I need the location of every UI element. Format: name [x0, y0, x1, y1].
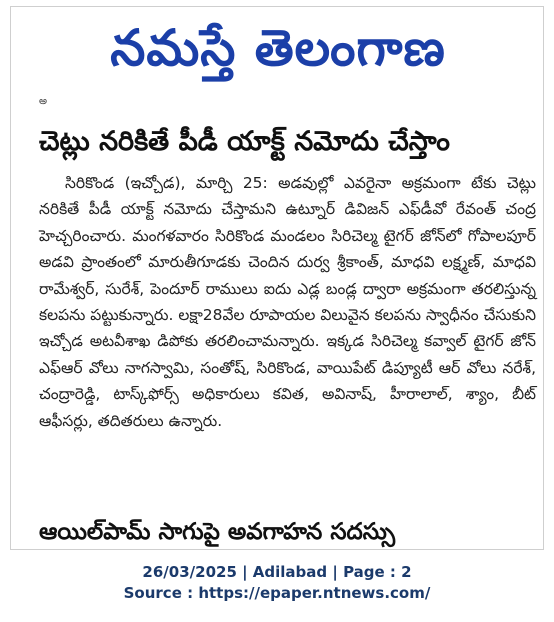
source-link[interactable]: Source : https://epaper.ntnews.com/	[123, 584, 431, 602]
cut-off-text: అ	[39, 97, 47, 107]
edition-info: 26/03/2025 | Adilabad | Page : 2	[142, 563, 412, 581]
article-paragraph: సిరికొండ (ఇచ్చోడ), మార్చి 25: అడవుల్లో ఎవరైనా అక్రమంగా టేకు చెట్లు నరికితే పీడీ యాక్ట్ నమోదు చేస్తామని ఉట్నూర్ డివిజన్ ఎఫ్‌డీవో రేవంత్ చంద్ర హెచ్చరించారు. మంగళవారం సిరికొండ మండలం సిరిచెల్మ టైగర్ జోన్‌లో గోపాలపూర్ అడవి ప్రాంతంలో మారుతీగూడకు చెందిన దుర్వ శ్రీకాంత్, మాధవి లక్ష్మణ్, మాధవి రామేశ్వర్, సురేశ్, పెందూర్ రాములు ఐదు ఎడ్ల బండ్ల ద్వారా అక్రమంగా తరలిస్తున్న కలపను పట్టుకున్నారు. లక్షా28వేల రూపాయల విలువైన కలపను స్వాధీనం చేసుకుని ఇచ్చోడ అటవీశాఖ డిపోకు తరలించామన్నారు. ఇక్కడ సిరిచెల్మ కవ్వాల్ టైగర్ జోన్ ఎఫ్ఆర్ వోలు నాగస్వామి, సంతోష్, సిరికొండ, వాయిపేట్ డిప్యూటీ ఆర్ వోలు నరేశ్, చంద్రారెడ్డి, టాస్క్‌ఫోర్స్ అధికారులు కవిత, అవినాష్, హీరాలాల్, శ్యాం, బీట్ ఆఫీసర్లు, తదితరులు ఉన్నారు.	[39, 174, 536, 430]
next-article-headline: ఆయిల్‌పామ్ సాగుపై అవగాహన సదస్సు	[39, 519, 396, 545]
article-body	[39, 170, 536, 434]
newspaper-clipping	[10, 6, 544, 550]
article-headline: చెట్లు నరికితే పీడీ యాక్ట్ నమోదు చేస్తాం	[39, 126, 450, 157]
masthead-logo: నమస్తే తెలంగాణ	[110, 19, 446, 77]
